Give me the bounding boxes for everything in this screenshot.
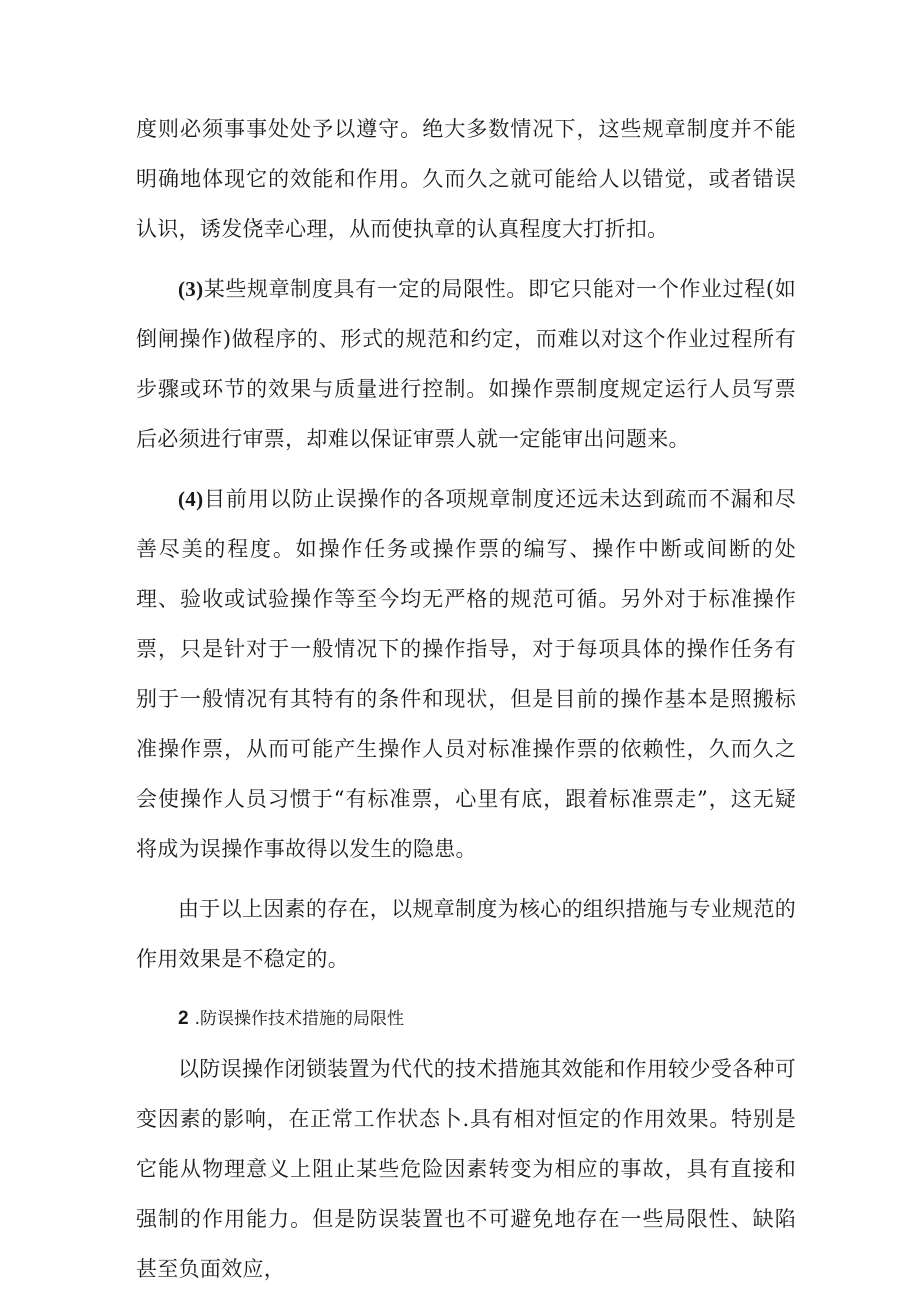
item-number-3: (3): [178, 277, 204, 301]
paragraph-summary: 由于以上因素的存在，以规章制度为核心的组织措施与专业规范的作用效果是不稳定的。: [136, 897, 796, 971]
paragraph-technical-measures: 以防误操作闭锁装置为代代的技术措施其效能和作用较少受各种可变因素的影响，在正常工作状态卜.具有相对恒定的作用效果。特别是它能从物理意义上阻止某些危险因素转变为相应的事故，具有直接和强制的作用能力。但是防误装置也不可避免地存在一些局限性、缺陷甚至负面效应，: [136, 1057, 796, 1281]
section-title: .防误操作技术措施的局限性: [194, 1009, 404, 1029]
paragraph-gap: [136, 984, 796, 994]
section-number: 2: [178, 1008, 189, 1029]
item-text-4: 目前用以防止误操作的各项规章制度还远未达到疏而不漏和尽善尽美的程度。如操作任务或操作票的编写、操作中断或间断的处理、验收或试验操作等至今均无严格的规范可循。另外对于标准操作票，只是针对于一般情况下的操作指导，对于每项具体的操作任务有别于一般情况有其特有的条件和现状，但是目前的操作基本是照搬标准操作票，从而可能产生操作人员对标准操作票的依赖性，久而久之会使操作人员习惯于“有标准票，心里有底，跟着标准票走”，这无疑将成为误操作事故得以发生的隐患。: [136, 487, 796, 861]
paragraph-gap: [136, 874, 796, 884]
paragraph-gap: [136, 254, 796, 264]
item-text-3: 某些规章制度具有一定的局限性。即它只能对一个作业过程(如倒闸操作)做程序的、形式的规范和约定，而难以对这个作业过程所有步骤或环节的效果与质量进行控制。如操作票制度规定运行人员写票后必须进行审票，却难以保证审票人就一定能审出问题来。: [136, 277, 796, 451]
document-body: [136, 104, 796, 1294]
item-number-4: (4): [178, 487, 204, 511]
paragraph-item-4: [136, 474, 796, 874]
section-heading-2: [136, 994, 796, 1044]
paragraph-gap: [136, 464, 796, 474]
paragraph-item-3: [136, 264, 796, 464]
paragraph-continuation: 度则必须事事处处予以遵守。绝大多数情况下，这些规章制度并不能明确地体现它的效能和作用。久而久之就可能给人以错觉，或者错误认识，诱发侥幸心理，从而使执章的认真程度大打折扣。: [136, 117, 796, 241]
